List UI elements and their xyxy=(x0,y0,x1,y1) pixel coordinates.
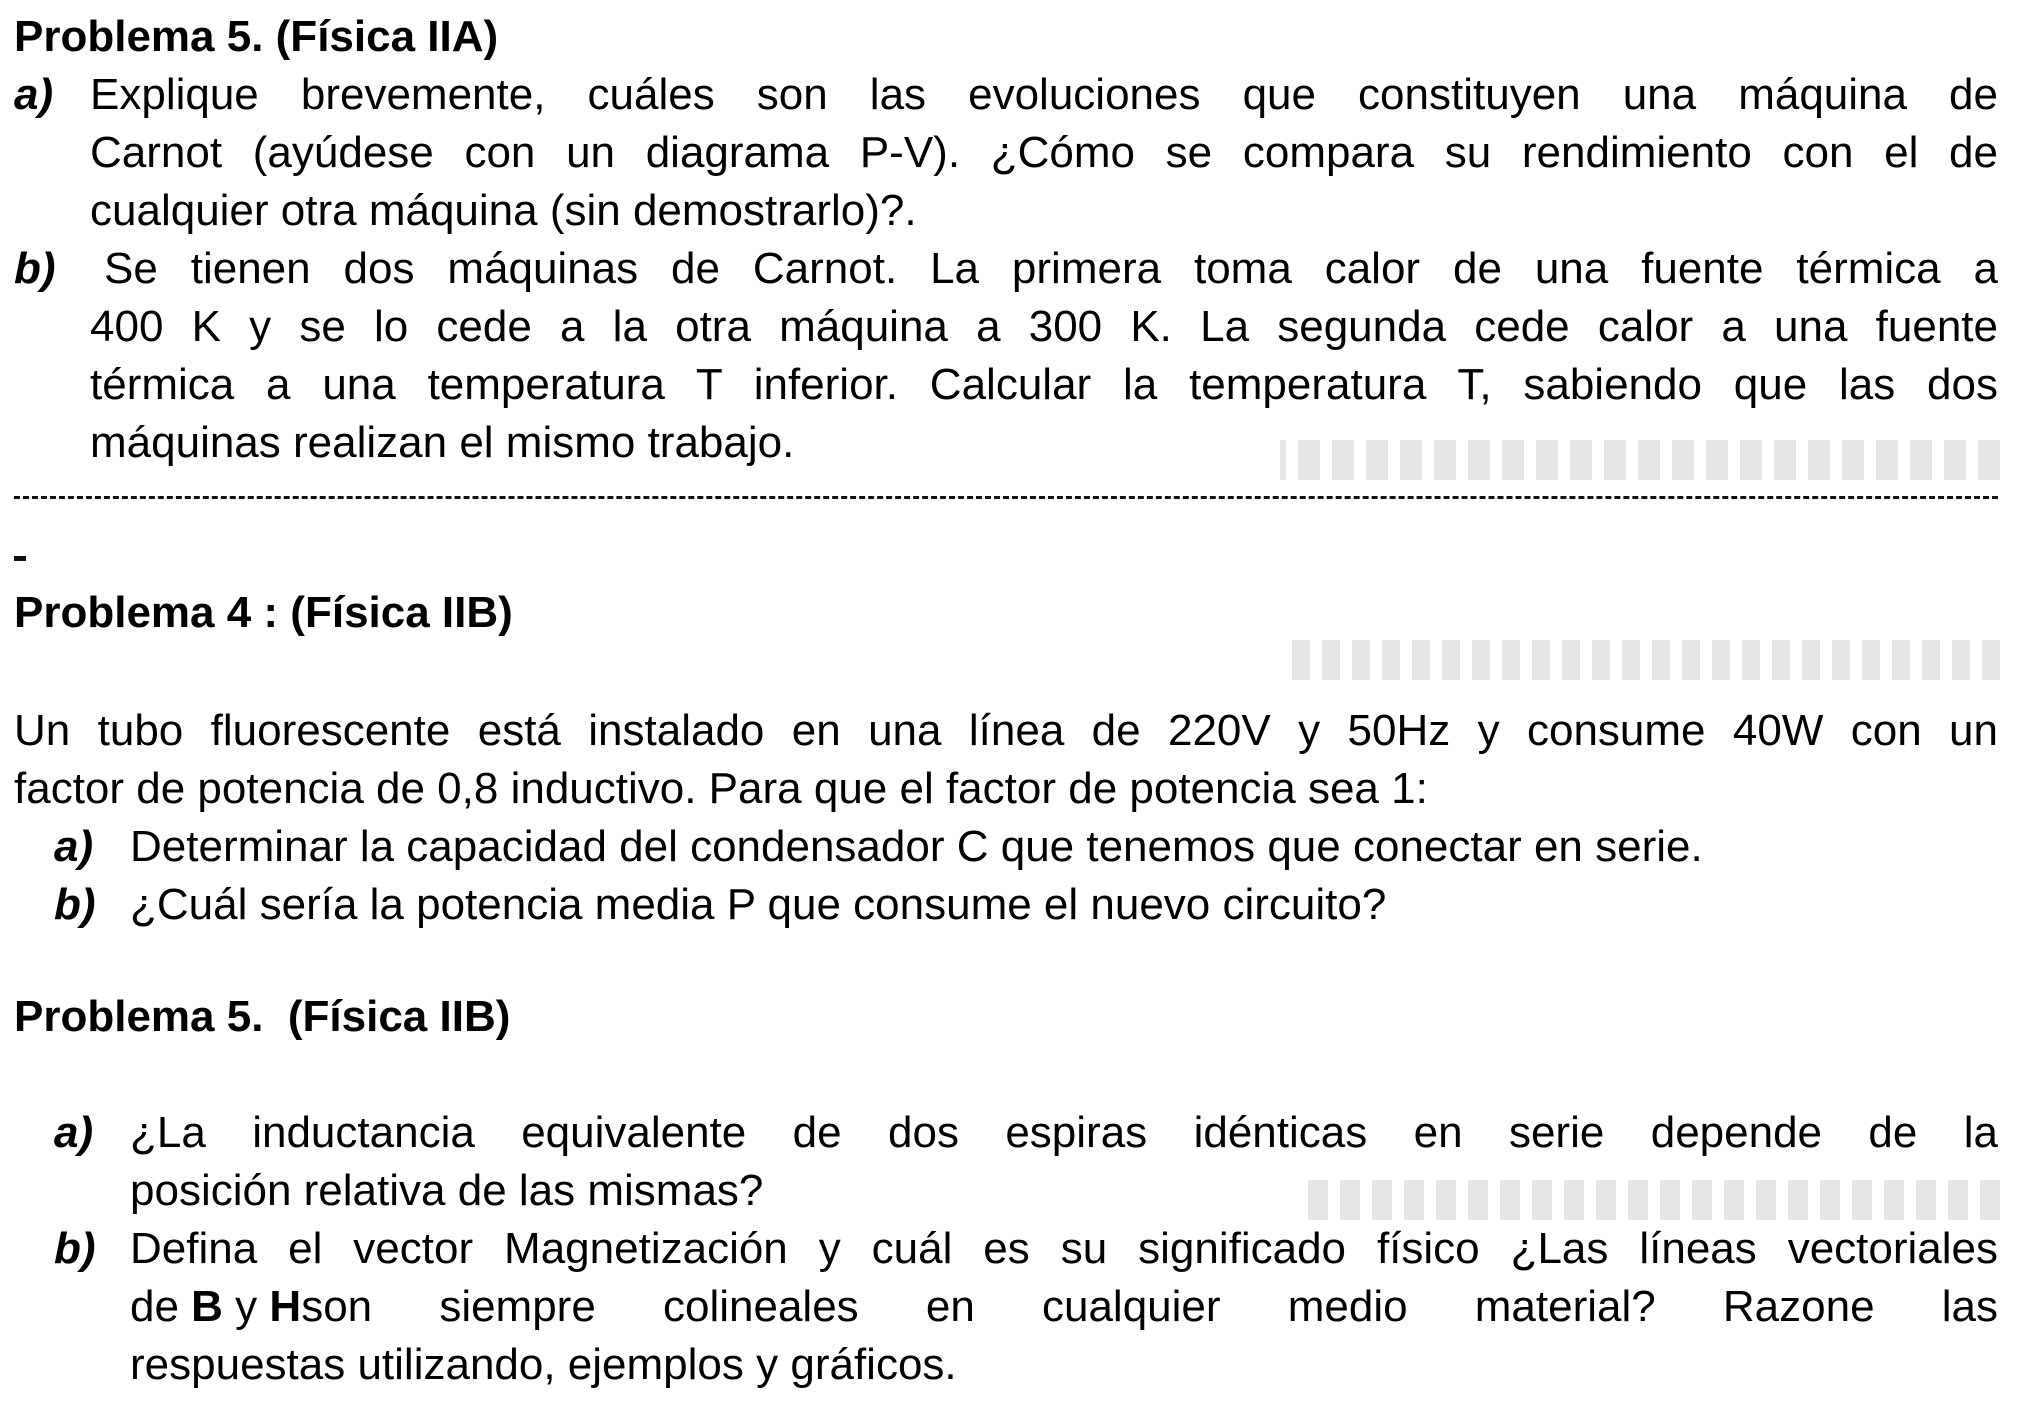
text-line: Un tubo fluorescente está instalado en una línea de 220V y 50Hz y consume 40W con un xyxy=(14,706,1998,755)
text-line: 400 K y se lo cede a la otra máquina a 300 K. La segunda cede calor a una fuente xyxy=(90,302,1998,351)
item-label: a) xyxy=(14,70,54,119)
text-fragment: y xyxy=(222,1282,270,1331)
text-line: ¿La inductancia equivalente de dos espiras idénticas en serie depende de la xyxy=(130,1108,1998,1157)
text-line-with-vectors xyxy=(130,1278,1998,1336)
problem-4-iib-title: Problema 4 : (Física IIB) xyxy=(14,588,513,637)
text-line: Carnot (ayúdese con un diagrama P-V). ¿Cómo se compara su rendimiento con el de xyxy=(90,128,1998,177)
text-line: máquinas realizan el mismo trabajo. xyxy=(90,418,795,467)
text-line: Explique brevemente, cuáles son las evoluciones que constituyen una máquina de xyxy=(90,70,1998,119)
problem-5-iia-item-a xyxy=(14,66,1998,240)
dash-mark xyxy=(14,556,26,561)
item-label: b) xyxy=(54,880,96,929)
text-line: factor de potencia de 0,8 inductivo. Para que el factor de potencia sea 1: xyxy=(14,764,1428,813)
text-line: Determinar la capacidad del condensador C que tenemos que conectar en serie. xyxy=(130,822,1703,871)
text-line: Se tienen dos máquinas de Carnot. La primera toma calor de una fuente térmica a xyxy=(104,244,1998,293)
problem-4-iib-statement xyxy=(14,702,1998,818)
problem-5-iib-title: Problema 5. (Física IIB) xyxy=(14,992,511,1041)
item-label: a) xyxy=(54,1108,94,1157)
problem-5-iib-item-a xyxy=(54,1104,1998,1220)
item-label: b) xyxy=(54,1224,96,1273)
item-label: b) xyxy=(14,244,56,293)
text-line: cualquier otra máquina (sin demostrarlo)?. xyxy=(90,186,917,235)
dashed-divider xyxy=(14,496,1998,499)
problem-5-iib-item-b xyxy=(54,1220,1998,1394)
bleed-through-ghost xyxy=(1280,640,2000,680)
problem-5-iia-item-b xyxy=(14,240,1998,472)
text-line: Defina el vector Magnetización y cuál es su significado físico ¿Las líneas vectoriales xyxy=(130,1224,1998,1273)
text-fragment: de xyxy=(130,1282,192,1331)
vector-b-symbol: B xyxy=(191,1282,223,1331)
problem-4-iib-item-a xyxy=(54,818,1998,876)
problem-5-iia-title: Problema 5. (Física IIA) xyxy=(14,12,499,61)
text-line: posición relativa de las mismas? xyxy=(130,1166,764,1215)
text-fragment: son siempre colineales en cualquier medio material? Razone las xyxy=(301,1282,1998,1331)
text-line: térmica a una temperatura T inferior. Calcular la temperatura T, sabiendo que las dos xyxy=(90,360,1998,409)
vector-h-symbol: H xyxy=(269,1282,302,1331)
problem-4-iib-item-b xyxy=(54,876,1998,934)
text-line: respuestas utilizando, ejemplos y gráficos. xyxy=(130,1340,957,1389)
item-label: a) xyxy=(54,822,94,871)
text-line: ¿Cuál sería la potencia media P que consume el nuevo circuito? xyxy=(130,880,1387,929)
